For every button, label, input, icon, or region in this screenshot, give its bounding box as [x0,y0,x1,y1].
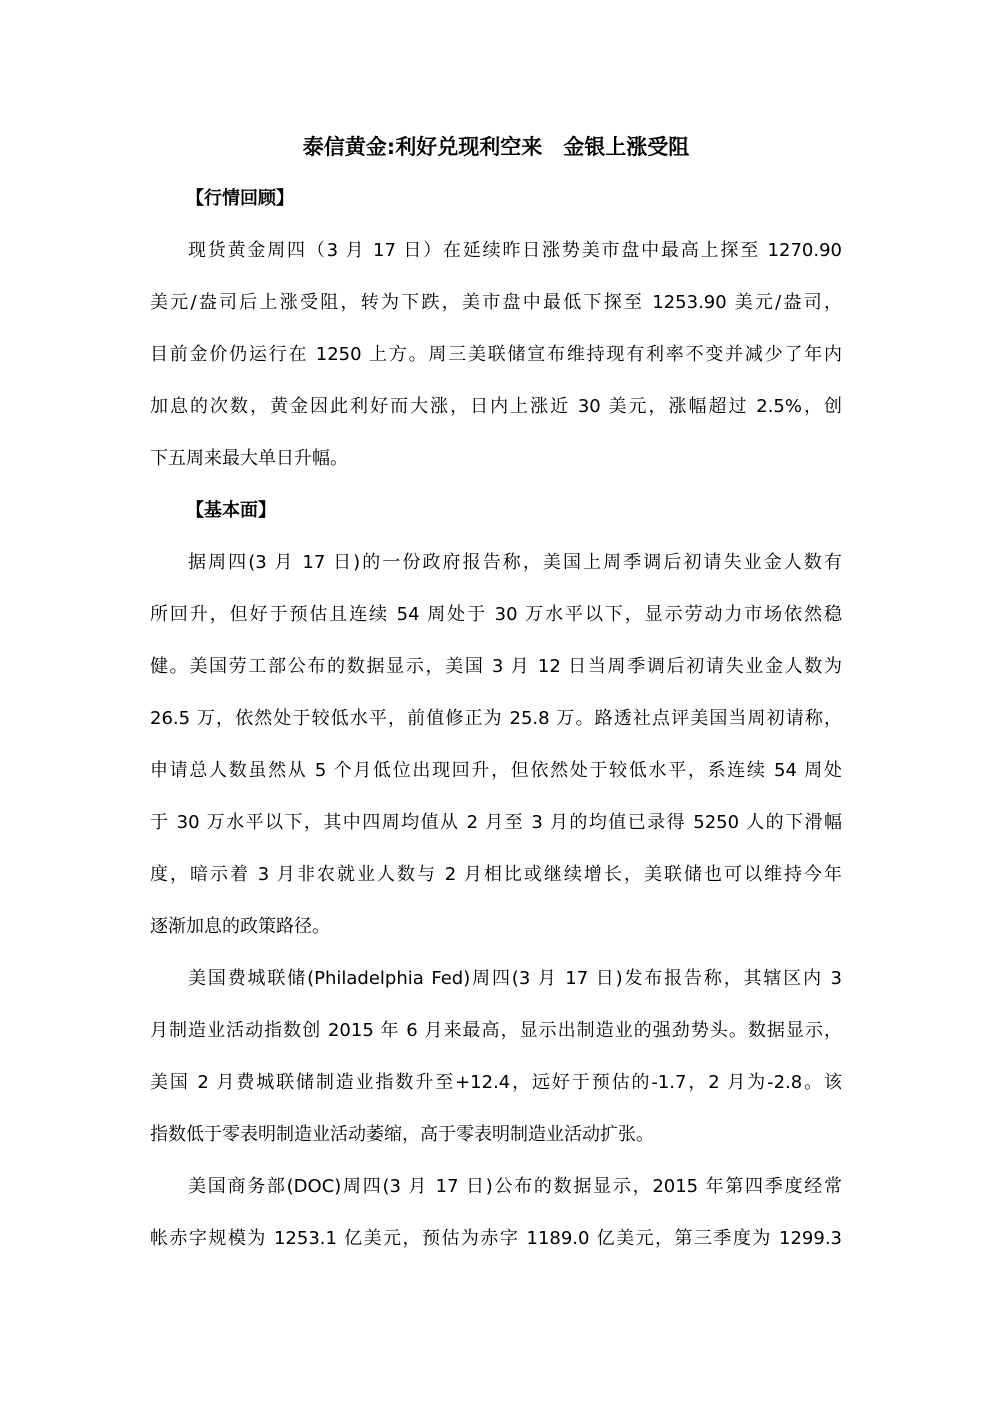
paragraph-line: 目前金价仍运行在 1250 上方。周三美联储宣布维持现有利率不变并减少了年内 [150,344,842,365]
paragraph-line: 据周四(3 月 17 日)的一份政府报告称，美国上周季调后初请失业金人数有 [188,552,842,573]
paragraph-line: 月制造业活动指数创 2015 年 6 月来最高，显示出制造业的强劲势头。数据显示， [150,1020,842,1041]
paragraph-line: 现货黄金周四（3 月 17 日）在延续昨日涨势美市盘中最高上探至 1270.90 [188,240,842,261]
paragraph-line: 所回升，但好于预估且连续 54 周处于 30 万水平以下，显示劳动力市场依然稳 [150,604,842,625]
paragraph-line: 美国 2 月费城联储制造业指数升至+12.4，远好于预估的-1.7，2 月为-2.8。该 [150,1072,842,1093]
paragraph-line: 于 30 万水平以下，其中四周均值从 2 月至 3 月的均值已录得 5250 人的下滑幅 [150,812,842,833]
document-title: 泰信黄金:利好兑现利空来 金银上涨受阻 [302,135,690,159]
paragraph-line: 度，暗示着 3 月非农就业人数与 2 月相比或继续增长，美联储也可以维持今年 [150,864,842,885]
paragraph-line: 健。美国劳工部公布的数据显示，美国 3 月 12 日当周季调后初请失业金人数为 [150,656,842,677]
section-heading-fundamentals: 【基本面】 [186,500,276,521]
paragraph-line: 美国费城联储(Philadelphia Fed)周四(3 月 17 日)发布报告称，其辖区内 3 [188,968,842,989]
paragraph-line: 申请总人数虽然从 5 个月低位出现回升，但依然处于较低水平，系连续 54 周处 [150,760,842,781]
paragraph-line: 加息的次数，黄金因此利好而大涨，日内上涨近 30 美元，涨幅超过 2.5%，创 [150,396,842,417]
paragraph-line: 下五周来最大单日升幅。 [150,448,348,469]
section-heading-market-review: 【行情回顾】 [186,188,294,209]
paragraph-line: 美元/盎司后上涨受阻，转为下跌，美市盘中最低下探至 1253.90 美元/盎司， [150,292,842,313]
paragraph-line: 指数低于零表明制造业活动萎缩，高于零表明制造业活动扩张。 [150,1124,654,1145]
paragraph-line: 美国商务部(DOC)周四(3 月 17 日)公布的数据显示，2015 年第四季度经常 [188,1176,842,1197]
paragraph-line: 26.5 万，依然处于较低水平，前值修正为 25.8 万。路透社点评美国当周初请称， [150,708,842,729]
paragraph-line: 帐赤字规模为 1253.1 亿美元，预估为赤字 1189.0 亿美元，第三季度为 1299.3 [150,1228,842,1249]
paragraph-line: 逐渐加息的政策路径。 [150,916,330,937]
